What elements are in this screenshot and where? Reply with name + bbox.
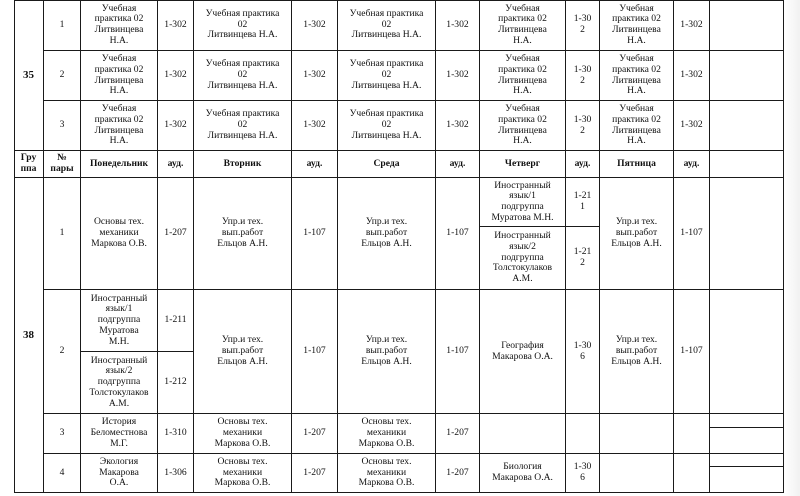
thursday-room: 1-30 2 [566, 101, 600, 151]
monday-subgroup-2: Иностранный язык/2 подгруппа Толстокулаков А.М. [81, 352, 158, 414]
header-wednesday: Среда [338, 151, 436, 178]
wednesday-lesson: Учебная практика 02 Литвинцева Н.А. [338, 51, 436, 101]
tuesday-lesson: Основы тех. механики Маркова О.В. [194, 454, 292, 493]
pair-number: 1 [44, 178, 81, 290]
wednesday-lesson: Учебная практика 02 Литвинцева Н.А. [338, 0, 436, 51]
header-room: ауд. [674, 151, 710, 178]
tuesday-lesson: Учебная практика 02 Литвинцева Н.А. [194, 51, 292, 101]
tuesday-room: 1-107 [292, 178, 338, 290]
monday-lesson: Учебная практика 02 Литвинцева Н.А. [81, 0, 158, 51]
monday-room: 1-302 [158, 0, 194, 51]
wednesday-room: 1-207 [436, 454, 480, 493]
tuesday-room: 1-302 [292, 51, 338, 101]
empty-cell [710, 454, 784, 467]
thursday-lesson: Учебная практика 02 Литвинцева Н.А. [480, 0, 566, 51]
friday-room: 1-107 [674, 178, 710, 290]
wednesday-lesson: Основы тех. механики Маркова О.В. [338, 454, 436, 493]
pair-number: 4 [44, 454, 81, 493]
friday-lesson: Учебная практика 02 Литвинцева Н.А. [600, 51, 674, 101]
empty-cell [710, 428, 784, 454]
tuesday-room: 1-207 [292, 454, 338, 493]
empty-cell [710, 467, 784, 493]
empty-cell [710, 51, 784, 101]
monday-room: 1-306 [158, 454, 194, 493]
wednesday-lesson: Упр.и тех. вып.работ Ельцов А.Н. [338, 290, 436, 414]
thursday-room: 1-30 2 [566, 0, 600, 51]
monday-lesson: Учебная практика 02 Литвинцева Н.А. [81, 51, 158, 101]
empty-cell [600, 414, 674, 454]
header-room: ауд. [292, 151, 338, 178]
empty-cell [710, 101, 784, 151]
monday-subgroup-1-room: 1-211 [158, 290, 194, 352]
empty-cell [674, 454, 710, 493]
empty-cell [710, 290, 784, 414]
header-friday: Пятница [600, 151, 674, 178]
monday-room: 1-207 [158, 178, 194, 290]
wednesday-room: 1-107 [436, 290, 480, 414]
thursday-subgroup-1: Иностранный язык/1 подгруппа Муратова М.Н. [480, 178, 566, 227]
pair-number: 1 [44, 0, 81, 51]
tuesday-room: 1-207 [292, 414, 338, 454]
tuesday-lesson: Упр.и тех. вып.работ Ельцов А.Н. [194, 290, 292, 414]
friday-lesson: Упр.и тех. вып.работ Ельцов А.Н. [600, 290, 674, 414]
thursday-lesson: Учебная практика 02 Литвинцева Н.А. [480, 101, 566, 151]
group-35-cell: 35 [14, 0, 44, 151]
friday-room: 1-107 [674, 290, 710, 414]
wednesday-room: 1-207 [436, 414, 480, 454]
friday-room: 1-302 [674, 101, 710, 151]
monday-lesson: Экология Макарова О.А. [81, 454, 158, 493]
tuesday-room: 1-302 [292, 0, 338, 51]
friday-room: 1-302 [674, 51, 710, 101]
thursday-subgroup-2: Иностранный язык/2 подгруппа Толстокулаков А.М. [480, 227, 566, 290]
thursday-room: 1-30 6 [566, 290, 600, 414]
monday-room: 1-302 [158, 101, 194, 151]
thursday-lesson: Учебная практика 02 Литвинцева Н.А. [480, 51, 566, 101]
thursday-subgroup-1-room: 1-21 1 [566, 178, 600, 227]
wednesday-room: 1-302 [436, 0, 480, 51]
tuesday-room: 1-302 [292, 101, 338, 151]
header-monday: Понедельник [81, 151, 158, 178]
monday-subgroup-2-room: 1-212 [158, 352, 194, 414]
thursday-room: 1-30 2 [566, 51, 600, 101]
empty-cell [710, 151, 784, 178]
tuesday-lesson: Основы тех. механики Маркова О.В. [194, 414, 292, 454]
pair-number: 3 [44, 101, 81, 151]
monday-lesson: Учебная практика 02 Литвинцева Н.А. [81, 101, 158, 151]
tuesday-lesson: Учебная практика 02 Литвинцева Н.А. [194, 101, 292, 151]
thursday-subgroup-2-room: 1-21 2 [566, 227, 600, 290]
monday-room: 1-302 [158, 51, 194, 101]
pair-number: 2 [44, 51, 81, 101]
empty-cell [480, 414, 566, 454]
header-room: ауд. [158, 151, 194, 178]
wednesday-lesson: Учебная практика 02 Литвинцева Н.А. [338, 101, 436, 151]
empty-cell [710, 414, 784, 428]
tuesday-room: 1-107 [292, 290, 338, 414]
wednesday-lesson: Основы тех. механики Маркова О.В. [338, 414, 436, 454]
friday-lesson: Учебная практика 02 Литвинцева Н.А. [600, 101, 674, 151]
page-edge-shadow [784, 0, 800, 496]
monday-room: 1-310 [158, 414, 194, 454]
group-38-cell: 38 [14, 178, 44, 493]
monday-lesson: История Беломестнова М.Г. [81, 414, 158, 454]
thursday-lesson: Биология Макарова О.А. [480, 454, 566, 493]
wednesday-room: 1-302 [436, 51, 480, 101]
thursday-lesson: География Макарова О.А. [480, 290, 566, 414]
header-group: Гру ппа [14, 151, 44, 178]
header-thursday: Четверг [480, 151, 566, 178]
empty-cell [566, 414, 600, 454]
wednesday-lesson: Упр.и тех. вып.работ Ельцов А.Н. [338, 178, 436, 290]
header-room: ауд. [436, 151, 480, 178]
empty-cell [710, 178, 784, 290]
friday-room: 1-302 [674, 0, 710, 51]
friday-lesson: Учебная практика 02 Литвинцева Н.А. [600, 0, 674, 51]
friday-lesson: Упр.и тех. вып.работ Ельцов А.Н. [600, 178, 674, 290]
tuesday-lesson: Учебная практика 02 Литвинцева Н.А. [194, 0, 292, 51]
monday-lesson: Основы тех. механики Маркова О.В. [81, 178, 158, 290]
pair-number: 3 [44, 414, 81, 454]
pair-number: 2 [44, 290, 81, 414]
tuesday-lesson: Упр.и тех. вып.работ Ельцов А.Н. [194, 178, 292, 290]
wednesday-room: 1-302 [436, 101, 480, 151]
empty-cell [710, 0, 784, 51]
thursday-room: 1-30 6 [566, 454, 600, 493]
wednesday-room: 1-107 [436, 178, 480, 290]
header-pair-number: № пары [44, 151, 81, 178]
empty-cell [674, 414, 710, 454]
empty-cell [600, 454, 674, 493]
monday-subgroup-1: Иностранный язык/1 подгруппа Муратова М.Н. [81, 290, 158, 352]
header-room: ауд. [566, 151, 600, 178]
header-tuesday: Вторник [194, 151, 292, 178]
